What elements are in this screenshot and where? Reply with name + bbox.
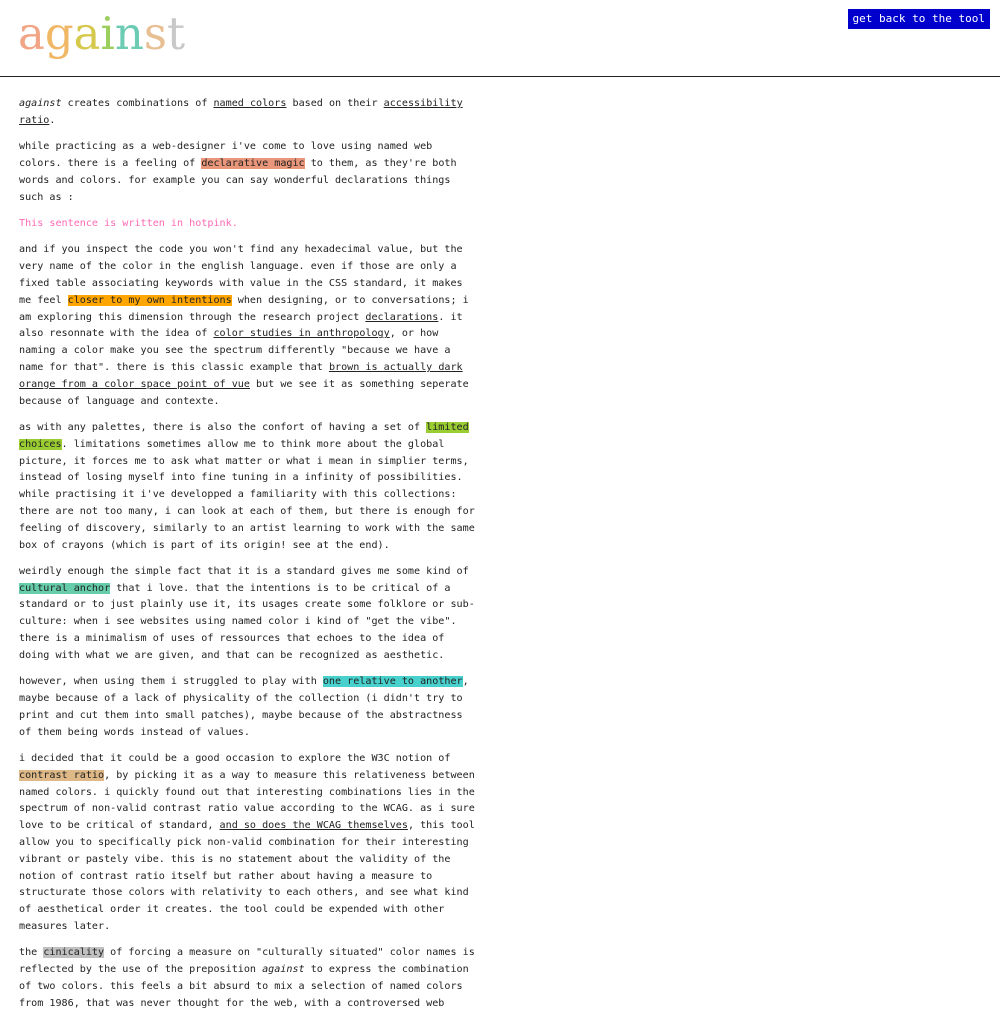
text: while practicing as a web-designer i've come to love using named web colors. there is a feeling of [19, 141, 433, 169]
against-italic: against [262, 964, 305, 976]
text: that i love. that the intentions is to be critical of a standard or to just plainly use it, its usages create some folklore or sub-culture: when i see websites using named color i kind of "get the vibe". there is a minimalism of uses of ressources that echoes to the idea of doing with what we are given, and that can be recognized as aesthetic. [19, 582, 475, 661]
paragraph-contrast-ratio [19, 751, 479, 936]
logo-letter: i [100, 7, 115, 60]
color-studies-link[interactable]: color studies in anthropology [213, 328, 390, 340]
text: . it also resonnate with the idea of [19, 311, 463, 340]
logo-letter: a [73, 7, 101, 60]
back-to-tool-button[interactable]: get back to the tool [848, 9, 990, 29]
text: the [19, 947, 44, 959]
highlight-contrast-ratio: contrast ratio [19, 769, 105, 781]
text: weirdly enough the simple fact that it is a standard gives me some kind of [19, 565, 469, 577]
paragraph-limited-choices [19, 420, 479, 554]
highlight-one-relative: one relative to another [322, 676, 463, 688]
hotpink-example-sentence: This sentence is written in hotpink. [19, 217, 238, 229]
paragraph-cinicality [19, 945, 479, 1012]
paragraph-cultural-anchor [19, 564, 479, 665]
highlight-declarative-magic: declarative magic [201, 157, 305, 169]
text: and if you inspect the code you won't find any hexadecimal value, but the very name of the color in the english language. even if those are only a fixed table associating keywords with value in the CSS standard, it makes me feel [19, 244, 463, 306]
text: of forcing a measure on "culturally situated" color names is reflected by the use of the preposition [19, 947, 475, 976]
logo-letter: t [166, 7, 186, 60]
text: creates combinations of [61, 98, 214, 109]
text: but we see it as something seperate because of language and contexte. [19, 378, 469, 407]
highlight-closer-intentions: closer to my own intentions [67, 294, 232, 306]
intro-paragraph [19, 96, 479, 130]
text: as with any palettes, there is also the confort of having a set of [19, 421, 427, 433]
main-content [19, 96, 479, 1022]
text: to them, as they're both words and colors. for example you can say wonderful declarations things such as : [19, 157, 457, 203]
text: , or how naming a color make you see the spectrum differently "because we have a name for that". there is this classic example that [19, 328, 451, 373]
site-logo[interactable] [18, 4, 185, 64]
declarations-link[interactable]: declarations [365, 311, 439, 323]
logo-letter: n [114, 7, 144, 60]
text: , maybe because of a lack of physicality of the collection (i didn't try to print and cut them into small patches), maybe because of the abstractness of them being words instead of values. [19, 676, 469, 738]
text: when designing, or to conversations; i am exploring this dimension through the research project [19, 294, 469, 323]
paragraph-relative [19, 674, 479, 741]
text: i decided that it could be a good occasion to explore the W3C notion of [19, 753, 451, 765]
highlight-cinicality: cinicality [43, 947, 105, 959]
text: however, when using them i struggled to play with [19, 676, 323, 688]
accessibility-ratio-link[interactable]: accessibility ratio [19, 98, 463, 126]
brown-dark-orange-link[interactable]: brown is actually dark orange from a color space point of vue [19, 361, 463, 390]
paragraph-declarative-magic [19, 139, 479, 206]
text: . limitations sometimes allow me to think more about the global picture, it forces me to ask what matter or what i mean in simplier terms, instead of losing myself into fine tuning in a infinity of possibilities. while practising it i've developped a familiarity with this collections: there are not too many, i can look at each of them, but there is enough for feeling of discovery, similarly to an artist learning to work with the same box of crayons (which is part of its origin! see at the end). [19, 438, 475, 551]
logo-letter: a [18, 7, 45, 60]
header [0, 0, 1000, 77]
text: , by picking it as a way to measure this relativeness between named colors. i quickly found out that interesting combinations lies in the spectrum of non-valid contrast ratio value according to the WCAG. as i sure love to be critical of standard, [19, 769, 475, 832]
logo-letter: s [143, 7, 167, 60]
text: based on their [286, 98, 384, 109]
text: . [49, 114, 56, 126]
named-colors-link[interactable]: named colors [213, 98, 287, 109]
app-name-italic: against [19, 98, 62, 109]
highlight-cultural-anchor: cultural anchor [19, 582, 111, 594]
text: , this tool allow you to specifically pick non-valid combination for their interesting vibrant or pastely vibe. this is no statement about the validity of the notion of contrast ratio itself but rather about having a measure to structurate those colors with relativity to each others, and see what kind of aesthetical order it creates. the tool could be expended with other measures later. [19, 820, 475, 933]
paragraph-intentions [19, 242, 479, 410]
logo-letter: g [44, 7, 74, 60]
wcag-themselves-link[interactable]: and so does the WCAG themselves [219, 820, 408, 832]
highlight-limited-choices: limited choices [19, 421, 469, 450]
text: to express the combination of two colors. this feels a bit absurd to mix a selection of named colors from 1986, that was never thought for the web, with a controversed web [19, 964, 469, 1009]
